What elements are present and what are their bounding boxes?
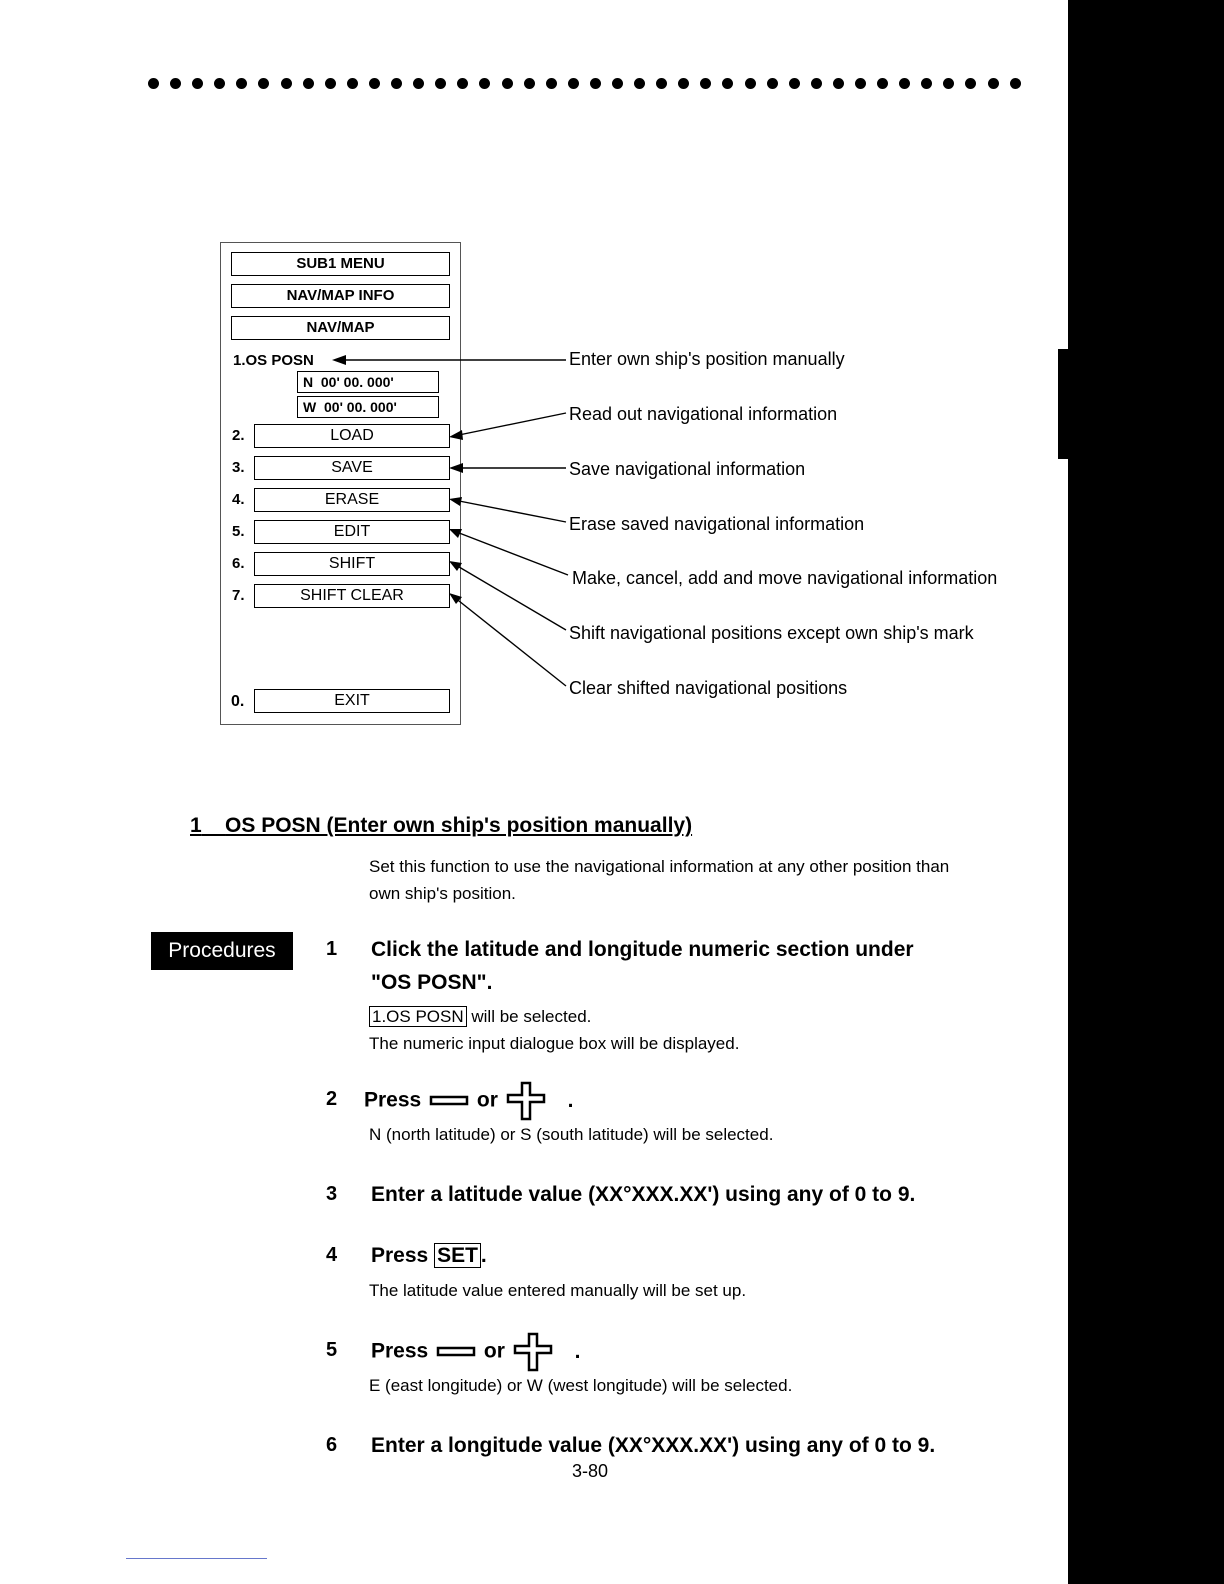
menu-item-os-posn[interactable]: 1.OS POSN — [233, 352, 314, 369]
menu-item-shift-clear[interactable]: SHIFT CLEAR — [254, 584, 450, 608]
menu-num-shift: 6. — [232, 555, 245, 572]
annotation-edit: Make, cancel, add and move navigational information — [572, 568, 998, 588]
step-1-line-2: "OS POSN". — [371, 971, 493, 994]
arrow-line-edit — [454, 531, 568, 575]
step-1-body — [369, 1003, 739, 1057]
section-title: OS POSN (Enter own ship's position manually) — [225, 814, 693, 837]
menu-item-shift[interactable]: SHIFT — [254, 552, 450, 576]
menu-num-exit: 0. — [231, 693, 245, 710]
section-number: 1 — [190, 814, 202, 837]
arrowhead-load — [449, 430, 463, 440]
arrowhead-save — [449, 463, 463, 473]
section-intro — [369, 853, 949, 907]
longitude-field[interactable]: W 00' 00. 000' — [297, 396, 439, 418]
menu-num-erase: 4. — [232, 491, 245, 508]
annotation-arrows — [0, 0, 1224, 760]
step-1-key-os-posn: 1.OS POSN — [369, 1006, 467, 1027]
arrowhead-shift — [449, 561, 462, 571]
step-2-press: Press — [364, 1088, 422, 1112]
enter-key-icon-2 — [434, 1345, 478, 1359]
cross-key-icon — [504, 1081, 548, 1121]
step-1-after: will be selected. — [466, 1007, 592, 1026]
section-intro-line-2: own ship's position. — [369, 884, 516, 903]
step-5-note: E (east longitude) or W (west longitude) will be selected. — [369, 1376, 793, 1395]
menu-sub: NAV/MAP INFO — [286, 287, 395, 304]
latitude-field[interactable]: N 00' 00. 000' — [297, 371, 439, 393]
annotation-erase: Erase saved navigational information — [569, 514, 865, 534]
menu-num-save: 3. — [232, 459, 245, 476]
step-5-number: 5 — [326, 1339, 338, 1361]
menu-subsub: NAV/MAP — [306, 319, 375, 336]
menu-item-erase[interactable]: ERASE — [254, 488, 450, 512]
procedures-badge: Procedures — [151, 932, 293, 970]
arrowhead-os-posn — [332, 355, 346, 365]
step-4-number: 4 — [326, 1244, 338, 1266]
step-6-number: 6 — [326, 1434, 338, 1456]
menu-title: SUB1 MENU — [296, 255, 385, 272]
menu-num-load: 2. — [232, 427, 245, 444]
step-4-heading — [371, 1239, 487, 1272]
step-5-press: Press — [371, 1339, 429, 1363]
step-4-press: Press — [371, 1244, 429, 1267]
step-4-note: The latitude value entered manually will be set up. — [369, 1281, 747, 1300]
step-5-period: . — [574, 1339, 581, 1363]
menu-item-load[interactable]: LOAD — [254, 424, 450, 448]
step-1-number: 1 — [326, 938, 338, 960]
step-3-heading: Enter a latitude value (XX°XXX.XX') using any of 0 to 9. — [371, 1183, 916, 1206]
section-heading — [190, 814, 692, 838]
menu-item-edit[interactable]: EDIT — [254, 520, 450, 544]
annotation-os-posn: Enter own ship's position manually — [569, 349, 845, 369]
arrow-line-shift-clear — [454, 597, 566, 686]
arrow-line-shift — [454, 564, 566, 630]
arrow-line-erase — [454, 500, 566, 522]
step-3-number: 3 — [326, 1183, 338, 1205]
step-5-or: or — [483, 1339, 505, 1363]
step-1-heading — [371, 933, 914, 999]
step-1-note: The numeric input dialogue box will be displayed. — [369, 1034, 740, 1053]
annotation-load: Read out navigational information — [569, 404, 838, 424]
arrow-line-load — [454, 413, 566, 436]
step-2-period: . — [567, 1088, 574, 1112]
menu-item-save[interactable]: SAVE — [254, 456, 450, 480]
page-number: 3-80 — [572, 1461, 609, 1481]
menu-num-edit: 5. — [232, 523, 245, 540]
set-key: SET — [434, 1243, 481, 1268]
annotation-shift: Shift navigational positions except own ship's mark — [569, 623, 974, 643]
cross-key-icon-2 — [511, 1332, 555, 1372]
arrowhead-erase — [449, 497, 462, 506]
enter-key-icon — [427, 1094, 471, 1108]
menu-item-exit[interactable]: EXIT — [254, 689, 450, 713]
step-2-or: or — [476, 1088, 498, 1112]
step-2-heading — [364, 1081, 573, 1121]
step-5-heading — [371, 1332, 580, 1372]
step-1-line-1: Click the latitude and longitude numeric section under — [371, 938, 914, 961]
step-4-period: . — [480, 1244, 487, 1267]
annotation-shift-clear: Clear shifted navigational positions — [569, 678, 848, 698]
annotation-save: Save navigational information — [569, 459, 806, 479]
section-intro-line-1: Set this function to use the navigational information at any other position than — [369, 857, 950, 876]
step-2-note: N (north latitude) or S (south latitude) will be selected. — [369, 1125, 774, 1144]
step-6-heading: Enter a longitude value (XX°XXX.XX') using any of 0 to 9. — [371, 1434, 936, 1457]
menu-num-shift-clear: 7. — [232, 587, 245, 604]
step-2-number: 2 — [326, 1088, 338, 1110]
footer-rule — [126, 1558, 267, 1559]
